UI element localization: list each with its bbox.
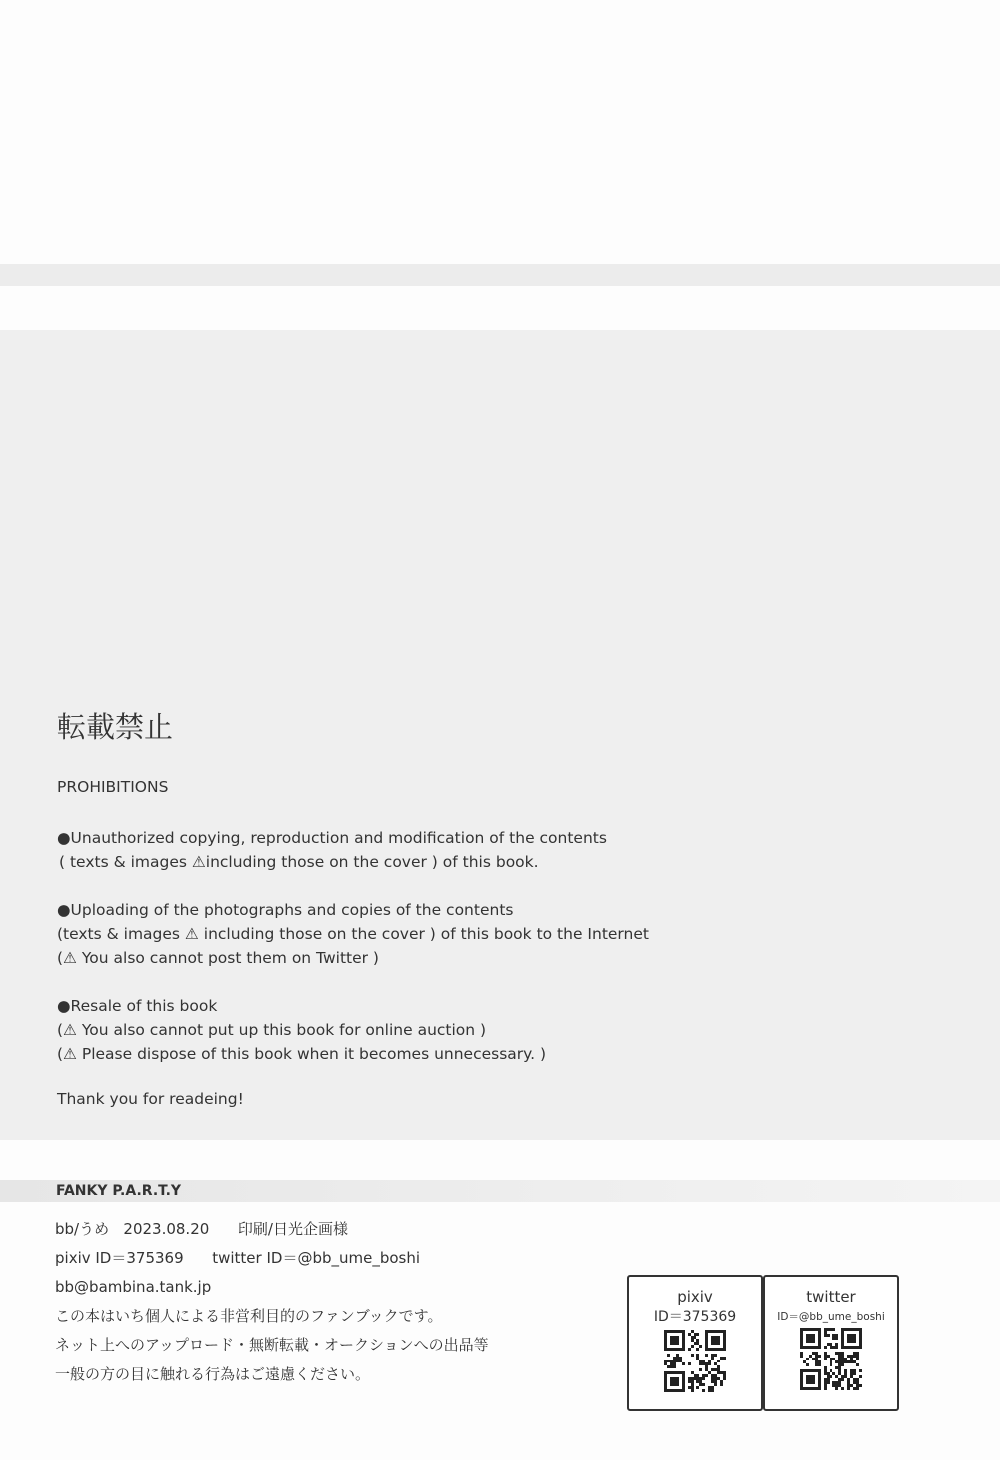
book-title: FANKY P.A.R.T.Y (56, 1183, 182, 1199)
prohibition-item (57, 898, 649, 970)
notice-line: 一般の方の目に触れる行為はご遠慮ください。 (55, 1365, 371, 1383)
qr-service-label: pixiv (677, 1288, 713, 1306)
qr-id: ID＝@bb_ume_boshi (777, 1311, 885, 1323)
notice-line: ネット上へのアップロード・無断転載・オークションへの出品等 (55, 1336, 489, 1354)
reprint-prohibited-heading: 転載禁止 (57, 710, 174, 744)
qr-module (859, 1387, 862, 1390)
top-gray-band (0, 264, 1000, 286)
qr-module (723, 1389, 726, 1392)
notice-line: この本はいち個人による非営利目的のファンブックです。 (55, 1307, 443, 1325)
qr-code-icon (800, 1328, 862, 1390)
thanks-text: Thank you for readeing! (57, 1090, 244, 1108)
pixiv-qr-box (627, 1275, 763, 1411)
prohibitions-list (57, 826, 649, 1090)
line: (⚠ Please dispose of this book when it becomes unnecessary. ) (57, 1045, 547, 1063)
author-date-printer: bb/うめ 2023.08.20 印刷/日光企画様 (55, 1220, 348, 1238)
twitter-qr-box (763, 1275, 899, 1411)
qr-id: ID＝375369 (653, 1309, 737, 1325)
prohibition-item (57, 826, 649, 874)
prohibition-item (57, 994, 649, 1066)
qr-service-label: twitter (806, 1288, 856, 1306)
email: bb@bambina.tank.jp (55, 1278, 212, 1296)
social-ids: pixiv ID＝375369 twitter ID＝@bb_ume_boshi (55, 1249, 421, 1267)
qr-code-icon (664, 1330, 726, 1392)
line: ●Resale of this book (57, 997, 218, 1015)
line: (⚠ You also cannot post them on Twitter ) (57, 949, 379, 967)
line: ●Unauthorized copying, reproduction and modification of the contents (57, 829, 607, 847)
line: (texts & images ⚠ including those on the cover ) of this book to the Internet (57, 925, 649, 943)
line: (⚠ You also cannot put up this book for online auction ) (57, 1021, 487, 1039)
colophon-info (55, 1215, 489, 1389)
line: ( texts & images ⚠including those on the cover ) of this book. (59, 853, 539, 871)
prohibitions-title: PROHIBITIONS (57, 778, 169, 796)
line: ●Uploading of the photographs and copies of the contents (57, 901, 514, 919)
